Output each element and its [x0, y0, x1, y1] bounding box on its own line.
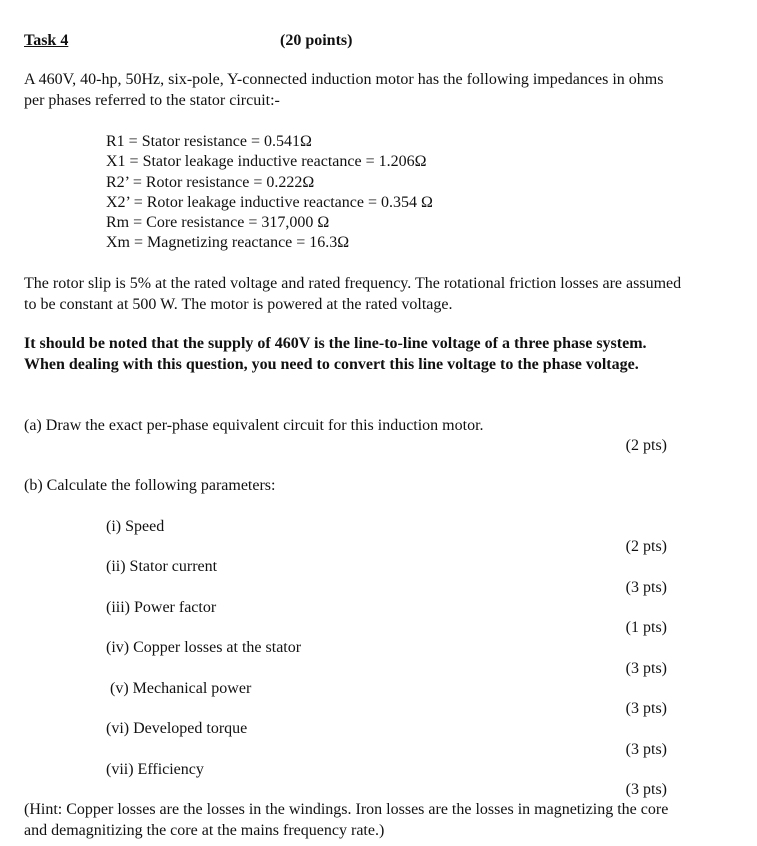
item-power-factor-pts: (1 pts) [625, 619, 667, 636]
item-copper-losses-pts: (3 pts) [625, 660, 667, 677]
impedance-xm: Xm = Magnetizing reactance = 16.3Ω [106, 234, 350, 252]
item-efficiency-pts: (3 pts) [625, 781, 667, 798]
hint-paragraph: (Hint: Copper losses are the losses in the windings. Iron losses are the losses in magnetizing the core and demagnitizing the core at the mains frequency rate.) [24, 801, 669, 839]
impedance-x1: X1 = Stator leakage inductive reactance = 1.206Ω [106, 153, 427, 171]
item-efficiency: (vii) Efficiency [106, 761, 204, 778]
item-speed: (i) Speed [106, 518, 165, 535]
impedance-list [106, 132, 433, 254]
item-developed-torque-pts: (3 pts) [625, 741, 667, 758]
item-copper-losses: (iv) Copper losses at the stator [106, 639, 302, 656]
impedance-x2: X2’ = Rotor leakage inductive reactance = 0.354 Ω [106, 193, 433, 211]
impedance-rm: Rm = Core resistance = 317,000 Ω [106, 214, 330, 232]
part-b-text: (b) Calculate the following parameters: [24, 477, 276, 494]
item-speed-pts: (2 pts) [625, 538, 667, 555]
item-stator-current-pts: (3 pts) [625, 579, 667, 596]
slip-paragraph: The rotor slip is 5% at the rated voltage and rated frequency. The rotational friction losses are assumed to be constant at 500 W. The motor is powered at the rated voltage. [24, 275, 682, 313]
impedance-r2: R2’ = Rotor resistance = 0.222Ω [106, 173, 315, 191]
item-power-factor: (iii) Power factor [106, 599, 217, 616]
item-mechanical-power-pts: (3 pts) [625, 700, 667, 717]
impedance-r1: R1 = Stator resistance = 0.541Ω [106, 133, 312, 150]
item-mechanical-power: (v) Mechanical power [106, 680, 252, 697]
task-points: (20 points) [280, 32, 353, 49]
item-stator-current: (ii) Stator current [106, 558, 218, 575]
intro-paragraph: A 460V, 40-hp, 50Hz, six-pole, Y-connected induction motor has the following impedances in ohms per phases referred to the stator circuit:- [24, 71, 664, 109]
note-paragraph: It should be noted that the supply of 460V is the line-to-line voltage of a three phase system. When dealing with this question, you need to convert this line voltage to the phase voltage. [24, 335, 647, 373]
item-developed-torque: (vi) Developed torque [106, 720, 248, 737]
part-a-pts: (2 pts) [625, 437, 667, 454]
task-title: Task 4 [24, 32, 69, 49]
part-a-text: (a) Draw the exact per-phase equivalent circuit for this induction motor. [24, 417, 484, 434]
